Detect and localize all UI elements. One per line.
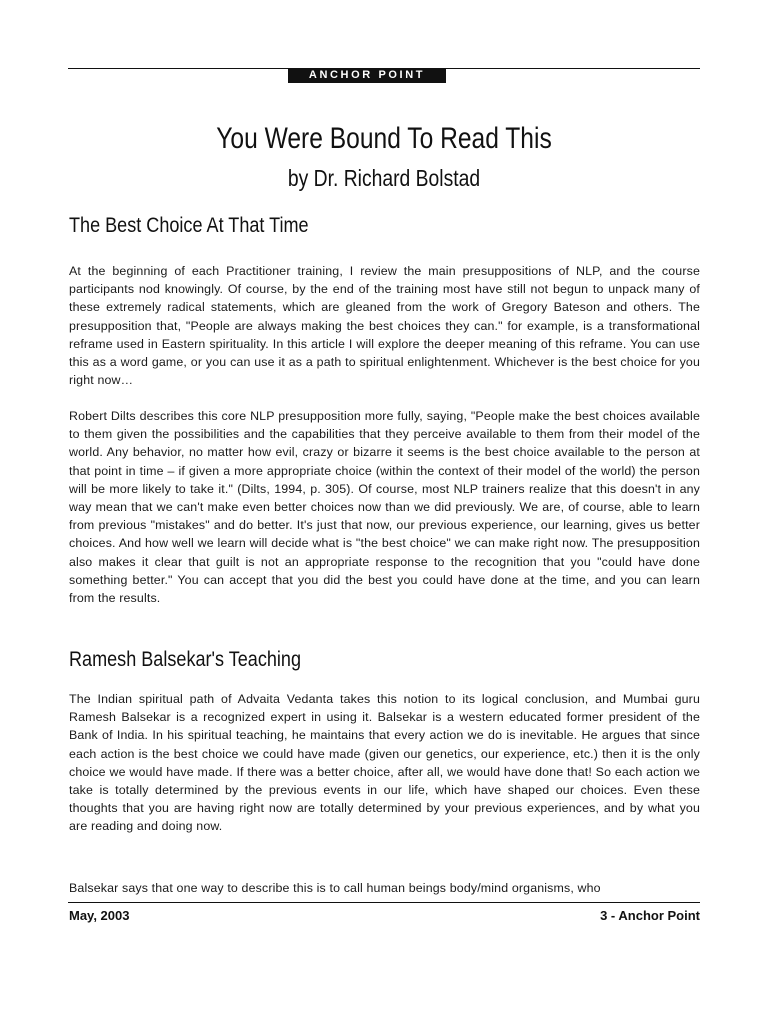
paragraph: Balsekar says that one way to describe this is to call human beings body/mind organisms, who [69, 881, 601, 895]
paragraph: Robert Dilts describes this core NLP presupposition more fully, saying, "People make the best choices available to them given the possibilities and the capabilities that they perceive available to them from their model of the world. Any behavior, no matter how evil, crazy or bizarre it seems is the best choice available to the person at that point in time – if given a more appropriate choice (within the context of their model of the world) the person will be more likely to take it." (Dilts, 1994, p. 305). Of course, most NLP trainers realize that this doesn't in any way mean that we can't make even better choices now than we did previously. We are, of course, able to learn from previous "mistakes" and do better. It's just that now, our previous experience, our learning, gives us better choices. And how well we learn will decide what is "the best choice" we can make right now. The presupposition also makes it clear that guilt is not an appropriate response to the recognition that you "could have done something better." You can accept that you did the best you could have done at the time, and you can learn from the results. [69, 409, 700, 606]
section-heading-best-choice: The Best Choice At That Time [69, 214, 309, 237]
article-byline: by Dr. Richard Bolstad [287, 165, 481, 191]
section-label: ANCHOR POINT [288, 68, 446, 83]
page-number-label: 3 - Anchor Point [600, 908, 700, 923]
paragraph: The Indian spiritual path of Advaita Vedanta takes this notion to its logical conclusion, and Mumbai guru Ramesh Balsekar is a recognized expert in using it. Balsekar is a western educated former president of the Bank of India. In his spiritual teaching, he maintains that every action we do is inevitable. He argues that since each action is the best choice we could have made (given our genetics, our experience, etc.) then it is the only choice we would have made. If there was a better choice, after all, we would have done that! So each action we take is totally determined by the previous events in our life, which have shaped our choices. Even these thoughts that you are having right now are totally determined by your previous experiences, and by what you are reading and doing now. [69, 692, 700, 834]
issue-date: May, 2003 [69, 908, 130, 923]
paragraph: At the beginning of each Practitioner training, I review the main presuppositions of NLP, and the course participants nod knowingly. Of course, by the end of the training most have still not begun to unpack many of these extremely radical statements, which are gleaned from the work of Gregory Bateson and others. The presupposition that, "People are always making the best choices they can." for example, is a transformational reframe used in Eastern spirituality. In this article I will explore the deeper meaning of this reframe. You can use this as a word game, or you can use it as a path to spiritual enlightenment. Whichever is the best choice for you right now… [69, 264, 700, 388]
section-heading-balsekar: Ramesh Balsekar's Teaching [69, 648, 301, 671]
footer-rule [68, 902, 700, 903]
article-title: You Were Bound To Read This [216, 122, 552, 155]
